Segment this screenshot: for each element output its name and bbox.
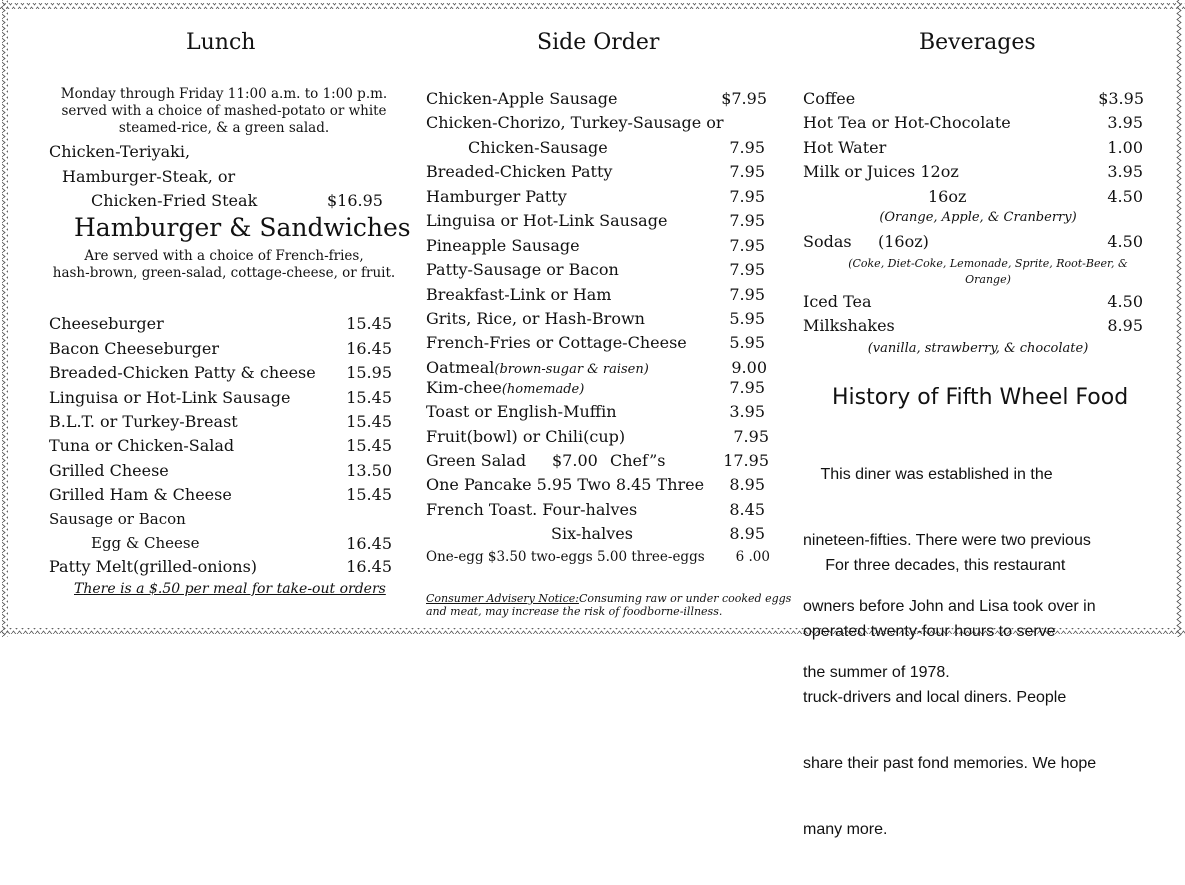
history-line: This diner was established in the	[803, 466, 1053, 483]
menu-item-name: French Toast. Four-halves	[426, 500, 638, 519]
menu-item-name: Green Salad	[426, 451, 527, 470]
menu-item-price: 7.95	[729, 236, 765, 255]
menu-item-name: Grilled Ham & Cheese	[49, 485, 232, 504]
side-order-title: Side Order	[537, 30, 660, 55]
history-line: share their past fond memories. We hope	[803, 755, 1097, 772]
menu-item-price: 4.50	[1107, 292, 1143, 311]
menu-item-price: 7.95	[729, 187, 765, 206]
menu-item-name: Tuna or Chicken-Salad	[49, 436, 235, 455]
menu-item-price: 7.95	[729, 162, 765, 181]
menu-item-name: Chicken-Sausage	[468, 138, 608, 157]
menu-item-name: Pineapple Sausage	[426, 236, 580, 255]
menu-item-name: B.L.T. or Turkey-Breast	[49, 412, 238, 431]
menu-item-price: 15.95	[346, 363, 392, 382]
menu-item-price: $7.95	[721, 89, 767, 108]
history-line: For three decades, this restaurant	[803, 557, 1066, 574]
takeout-note: There is a $.50 per meal for take-out orders	[74, 581, 386, 597]
menu-item-name: Sausage or Bacon	[49, 510, 186, 528]
menu-item-name: Hamburger Patty	[426, 187, 567, 206]
menu-item-name: 16oz	[928, 187, 967, 206]
menu-item-price: 15.45	[346, 436, 392, 455]
menu-item-price: 7.95	[729, 285, 765, 304]
menu-item-size: (16oz)	[878, 232, 929, 251]
menu-item-price: 4.50	[1107, 232, 1143, 251]
history-paragraph-2	[803, 511, 1096, 885]
menu-item-price: 3.95	[729, 402, 765, 421]
menu-item-price: 17.95	[723, 451, 769, 470]
menu-item-price: 16.45	[346, 534, 392, 553]
menu-item-name: Milkshakes	[803, 316, 895, 335]
consumer-advisory	[426, 592, 791, 618]
history-line: nineteen-fifties. There were two previous	[803, 532, 1091, 549]
lunch-combo-line: Hamburger-Steak, or	[62, 167, 236, 186]
history-line: truck-drivers and local diners. People	[803, 689, 1067, 706]
intro-line: Are served with a choice of French-fries,	[84, 248, 364, 264]
menu-item-price: 7.95	[729, 260, 765, 279]
intro-line: served with a choice of mashed-potato or white	[61, 103, 387, 119]
menu-item-name: Toast or English-Muffin	[426, 402, 617, 421]
lunch-intro	[40, 86, 408, 137]
menu-item-price: $7.00	[552, 451, 598, 470]
menu-item-price: 3.95	[1107, 162, 1143, 181]
advisory-text: and meat, may increase the risk of foodborne-illness.	[426, 605, 723, 618]
menu-item-price: 15.45	[346, 412, 392, 431]
menu-item-price: 5.95	[729, 333, 765, 352]
menu-item-price: 8.95	[729, 475, 765, 494]
intro-line: steamed-rice, & a green salad.	[118, 120, 330, 136]
kimchee-item	[426, 378, 584, 397]
menu-item-price: 16.45	[346, 557, 392, 576]
menu-item-name: Chef”s	[610, 451, 666, 470]
menu-item-note: (homemade)	[501, 382, 585, 397]
menu-item-name: French-Fries or Cottage-Cheese	[426, 333, 687, 352]
menu-item-name: One-egg $3.50 two-eggs 5.00 three-eggs	[426, 549, 705, 565]
menu-item-price: 16.45	[346, 339, 392, 358]
menu-item-price: 4.50	[1107, 187, 1143, 206]
lunch-combo-price: $16.95	[327, 191, 383, 210]
menu-item-price: 7.95	[729, 211, 765, 230]
menu-item-name: Hot Water	[803, 138, 887, 157]
menu-item-price: 7.95	[733, 427, 769, 446]
menu-item-price: 8.95	[1107, 316, 1143, 335]
menu-item-name: Patty-Sausage or Bacon	[426, 260, 619, 279]
history-title: History of Fifth Wheel Food	[832, 385, 1129, 410]
lunch-combo-line: Chicken-Fried Steak	[91, 191, 258, 210]
menu-item-price: 9.00	[731, 358, 767, 377]
advisory-text: Consuming raw or under cooked eggs	[578, 592, 792, 605]
history-line: operated twenty-four hours to serve	[803, 623, 1056, 640]
history-line: owners before John and Lisa took over in	[803, 598, 1096, 615]
soda-note-line: Orange)	[965, 273, 1011, 286]
menu-item-name: Cheeseburger	[49, 314, 164, 333]
menu-item-name: Grilled Cheese	[49, 461, 169, 480]
oatmeal-item	[426, 358, 649, 377]
menu-item-price: $3.95	[1098, 89, 1144, 108]
history-line: many more.	[803, 821, 888, 838]
menu-item-name: Fruit(bowl) or Chili(cup)	[426, 427, 626, 446]
menu-item-name: Breaded-Chicken Patty	[426, 162, 613, 181]
soda-note-line: (Coke, Diet-Coke, Lemonade, Sprite, Root-Beer, &	[848, 257, 1128, 270]
menu-item-name: Chicken-Apple Sausage	[426, 89, 618, 108]
menu-item-price: 3.95	[1107, 113, 1143, 132]
intro-line: hash-brown, green-salad, cottage-cheese, or fruit.	[52, 265, 396, 281]
menu-item-name: Milk or Juices 12oz	[803, 162, 959, 181]
menu-item-name: Oatmeal	[426, 358, 495, 377]
menu-item-name: Patty Melt(grilled-onions)	[49, 557, 258, 576]
menu-item-price: 8.45	[729, 500, 765, 519]
menu-item-name: Six-halves	[551, 524, 633, 543]
menu-item-name: Breakfast-Link or Ham	[426, 285, 612, 304]
beverages-title: Beverages	[919, 30, 1036, 55]
juice-note: (Orange, Apple, & Cranberry)	[879, 210, 1077, 225]
menu-item-price: 8.95	[729, 524, 765, 543]
menu-item-price: 7.95	[729, 138, 765, 157]
menu-item-name: Linguisa or Hot-Link Sausage	[49, 388, 291, 407]
menu-item-name: One Pancake 5.95 Two 8.45 Three	[426, 475, 705, 494]
lunch-combo-line: Chicken-Teriyaki,	[49, 142, 191, 161]
menu-item-name: Bacon Cheeseburger	[49, 339, 219, 358]
menu-item-name: Sodas	[803, 232, 852, 251]
hamburgers-title: Hamburger & Sandwiches	[74, 213, 411, 242]
menu-item-name: Breaded-Chicken Patty & cheese	[49, 363, 316, 382]
menu-item-name: Grits, Rice, or Hash-Brown	[426, 309, 645, 328]
hamburgers-intro	[40, 248, 408, 282]
history-line: the summer of 1978.	[803, 664, 950, 681]
menu-item-price: 15.45	[346, 485, 392, 504]
menu-item-name: Hot Tea or Hot-Chocolate	[803, 113, 1011, 132]
menu-item-name: Egg & Cheese	[91, 534, 200, 552]
soda-note	[803, 256, 1173, 288]
menu-item-name: Chicken-Chorizo, Turkey-Sausage or	[426, 113, 724, 132]
menu-item-name: Linguisa or Hot-Link Sausage	[426, 211, 668, 230]
advisory-label: Consumer Advisery Notice:	[426, 592, 579, 605]
shake-note: (vanilla, strawberry, & chocolate)	[867, 341, 1089, 356]
intro-line: Monday through Friday 11:00 a.m. to 1:00 p.m.	[60, 86, 388, 102]
menu-item-name: Iced Tea	[803, 292, 872, 311]
menu-item-price: 1.00	[1107, 138, 1143, 157]
menu-item-name: Coffee	[803, 89, 856, 108]
lunch-title: Lunch	[186, 30, 256, 55]
menu-item-price: 13.50	[346, 461, 392, 480]
menu-item-name: Kim-chee	[426, 378, 502, 397]
menu-item-price: 6 .00	[735, 549, 770, 565]
menu-item-price: 7.95	[729, 378, 765, 397]
menu-item-note: (brown-sugar & raisen)	[494, 362, 649, 377]
menu-item-price: 15.45	[346, 314, 392, 333]
menu-item-price: 5.95	[729, 309, 765, 328]
menu-item-price: 15.45	[346, 388, 392, 407]
